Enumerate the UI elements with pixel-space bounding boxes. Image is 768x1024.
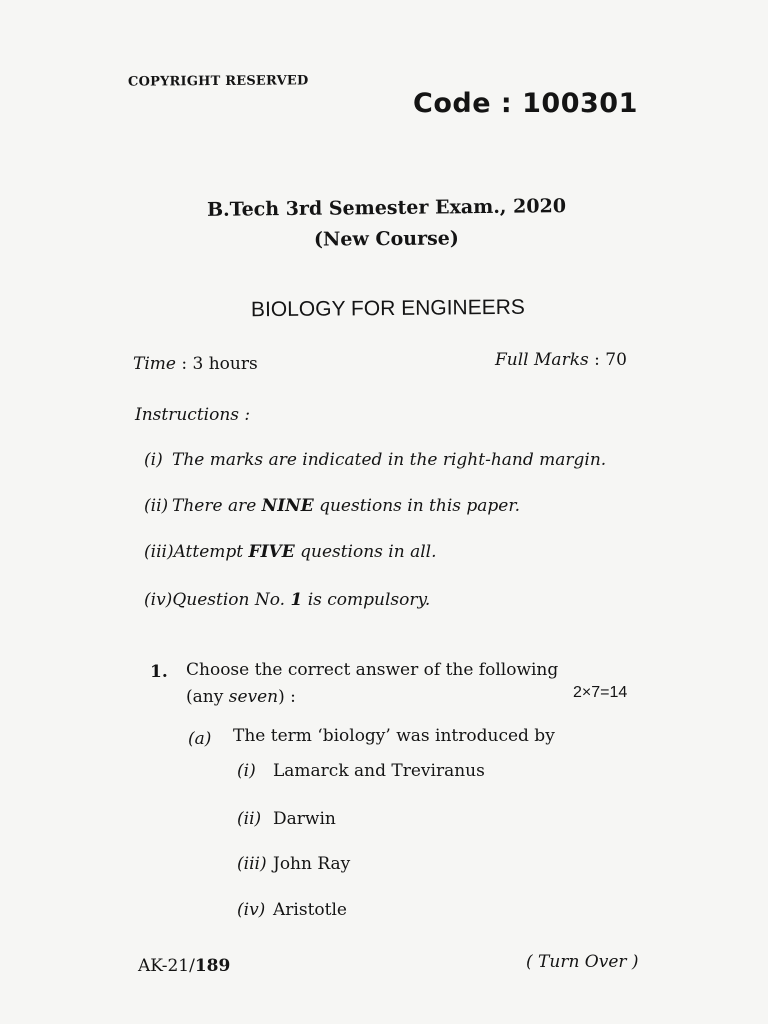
instruction-text-end: questions in this paper. (313, 496, 521, 516)
turn-over-note: ( Turn Over ) (526, 952, 639, 972)
question-text: Choose the correct answer of the following (186, 660, 559, 680)
exam-duration (133, 354, 258, 374)
paper-code (413, 88, 638, 119)
subquestion-text: The term ‘biology’ was introduced by (233, 726, 555, 746)
question-marks: 2×7=14 (573, 684, 628, 701)
paper-reference (138, 956, 230, 976)
paper-reference-number: 189 (194, 956, 231, 976)
answer-option (237, 809, 336, 829)
paper-code-label: Code (413, 88, 492, 119)
instruction-text: Question No. (172, 590, 291, 610)
instruction-emphasis: NINE (261, 496, 314, 516)
question-number: 1. (150, 662, 168, 682)
option-text: Lamarck and Treviranus (273, 761, 485, 781)
answer-option (237, 854, 350, 874)
option-numeral: (iii) (237, 854, 267, 874)
exam-course-text: (New Course) (313, 227, 459, 251)
option-numeral: (ii) (237, 809, 262, 829)
instruction-item (144, 496, 520, 516)
option-text: Darwin (273, 809, 336, 829)
instructions-heading: Instructions : (135, 405, 251, 425)
instruction-number: (i) (144, 450, 163, 470)
instruction-text-end: questions in all. (294, 542, 437, 562)
instruction-item (144, 450, 606, 470)
instruction-text: There are (172, 496, 262, 516)
instruction-number: (iii) (144, 542, 174, 562)
option-numeral: (iv) (237, 900, 266, 920)
option-text: Aristotle (273, 900, 347, 920)
question-text-prefix: (any (186, 687, 229, 707)
subject-title-text: BIOLOGY FOR ENGINEERS (250, 295, 526, 322)
instruction-item (144, 590, 430, 610)
instruction-text-end: is compulsory. (302, 590, 431, 610)
full-marks-value: : 70 (594, 350, 627, 370)
time-value: : 3 hours (181, 354, 258, 374)
subject-title (0, 297, 768, 321)
question-text-emphasis: seven (228, 687, 279, 707)
instruction-text: The marks are indicated in the right-hand margin. (172, 450, 607, 470)
instruction-emphasis: FIVE (248, 542, 295, 562)
option-text: John Ray (273, 854, 351, 874)
question-text-suffix: ) : (278, 687, 296, 707)
full-marks-label: Full Marks (495, 350, 589, 370)
subquestion-label: (a) (188, 729, 212, 749)
answer-option (237, 761, 485, 781)
exam-title-text: B.Tech 3rd Semester Exam., 2020 (206, 195, 566, 221)
instruction-number: (ii) (144, 496, 169, 516)
exam-title (0, 197, 768, 219)
answer-option (237, 900, 347, 920)
copyright-notice: COPYRIGHT RESERVED (127, 73, 309, 90)
question-text-continued (186, 687, 296, 707)
instruction-text: Attempt (173, 542, 249, 562)
exam-course (0, 228, 768, 250)
paper-code-value: 100301 (522, 88, 638, 119)
full-marks (495, 350, 627, 370)
time-label: Time (133, 354, 176, 374)
instruction-number: (iv) (144, 590, 173, 610)
instruction-emphasis: 1 (290, 590, 303, 610)
option-numeral: (i) (237, 761, 256, 781)
paper-reference-prefix: AK-21/ (138, 956, 195, 976)
paper-code-separator: : (500, 88, 513, 119)
instruction-item (144, 542, 437, 562)
